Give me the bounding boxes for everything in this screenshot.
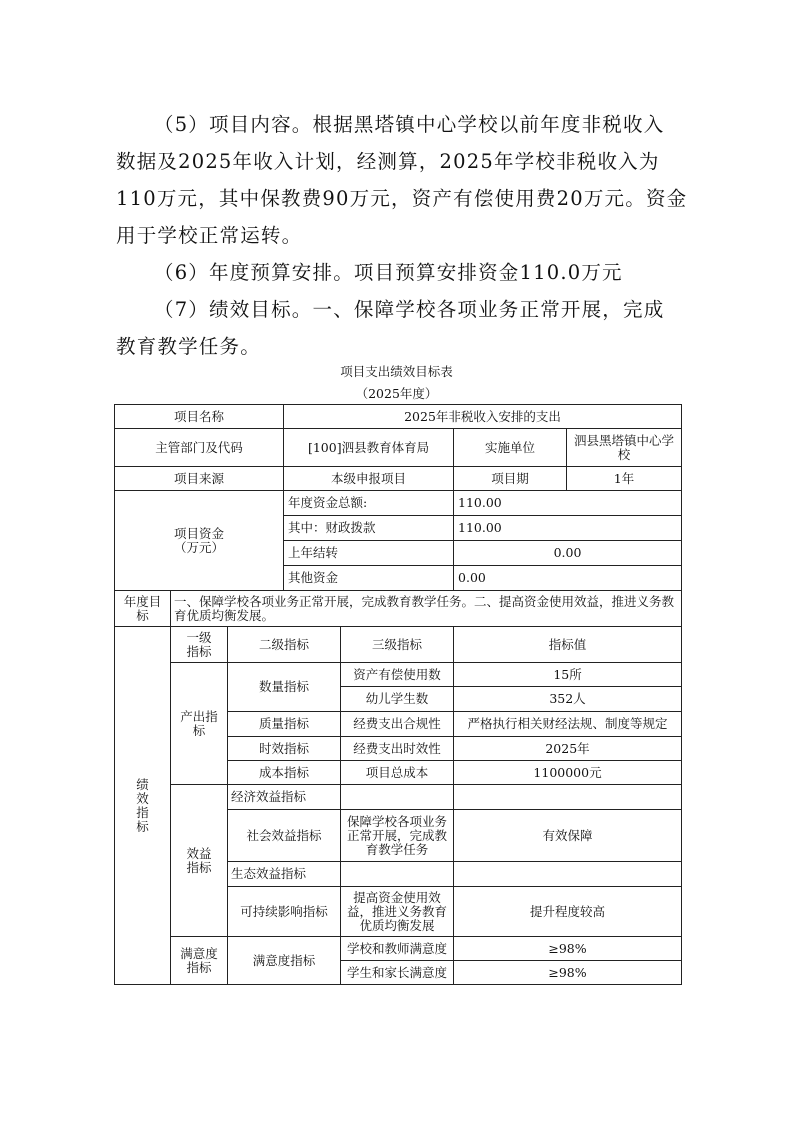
paragraph-5-line-2: 数据及2025年收入计划，经测算，2025年学校非税收入为	[116, 150, 660, 173]
period-label: 项目期	[454, 467, 567, 491]
paragraph-5-line-1: （5）项目内容。根据黑塔镇中心学校以前年度非税收入	[154, 113, 665, 136]
impl-unit-value: 泗县黑塔镇中心学校	[567, 429, 682, 467]
quantity-1-name: 资产有偿使用数	[341, 663, 454, 687]
satisfaction-2-name: 学生和家长满意度	[341, 961, 454, 985]
social-benefit-label: 社会效益指标	[228, 810, 341, 862]
sustainability-label: 可持续影响指标	[228, 887, 341, 937]
economic-benefit-name	[341, 785, 454, 810]
header-value: 指标值	[454, 627, 682, 663]
timeliness-name: 经费支出时效性	[341, 737, 454, 761]
sustainability-value: 提升程度较高	[454, 887, 682, 937]
table-row	[115, 591, 682, 627]
header-level-2: 二级指标	[228, 627, 341, 663]
performance-target-table	[114, 404, 682, 985]
fund-other-label: 其他资金	[284, 566, 454, 591]
quality-value: 严格执行相关财经法规、制度等规定	[454, 712, 682, 737]
sustainability-name: 提高资金使用效益，推进义务教育优质均衡发展	[341, 887, 454, 937]
paragraph-6: （6）年度预算安排。项目预算安排资金110.0万元	[154, 261, 623, 284]
project-name-value: 2025年非税收入安排的支出	[284, 405, 682, 429]
quantity-2-name: 幼儿学生数	[341, 687, 454, 712]
fund-carry-label: 上年结转	[284, 541, 454, 566]
table-year: （2025年度）	[355, 386, 438, 401]
table-row	[115, 467, 682, 491]
quantity-2-value: 352人	[454, 687, 682, 712]
paragraph-7-line-1: （7）绩效目标。一、保障学校各项业务正常开展，完成	[154, 298, 665, 321]
satisfaction-2-value: ≥98%	[454, 961, 682, 985]
satisfaction-1-name: 学校和教师满意度	[341, 937, 454, 961]
project-name-label: 项目名称	[115, 405, 284, 429]
output-indicator-label: 产出指标	[171, 663, 228, 785]
fund-fiscal-value: 110.00	[454, 516, 682, 541]
fund-total-value: 110.00	[454, 491, 682, 516]
timeliness-value: 2025年	[454, 737, 682, 761]
eco-benefit-label: 生态效益指标	[228, 862, 341, 887]
source-value: 本级申报项目	[284, 467, 454, 491]
economic-benefit-value	[454, 785, 682, 810]
economic-benefit-label: 经济效益指标	[228, 785, 341, 810]
table-row	[115, 663, 682, 687]
cost-indicator-label: 成本指标	[228, 761, 341, 785]
fund-label-line-1: 项目资金	[174, 525, 225, 541]
paragraph-5-line-3: 110万元，其中保教费90万元，资产有偿使用费20万元。资金	[116, 187, 688, 210]
social-benefit-value: 有效保障	[454, 810, 682, 862]
dept-label: 主管部门及代码	[115, 429, 284, 467]
table-row	[115, 405, 682, 429]
satisfaction-1-value: ≥98%	[454, 937, 682, 961]
header-level-3: 三级指标	[341, 627, 454, 663]
quality-name: 经费支出合规性	[341, 712, 454, 737]
table-row	[115, 627, 682, 663]
eco-benefit-name	[341, 862, 454, 887]
table-row	[115, 491, 682, 516]
fund-carry-value: 0.00	[454, 541, 682, 566]
satisfaction-level-1-label: 满意度指标	[171, 937, 228, 985]
fund-other-value: 0.00	[454, 566, 682, 591]
cost-value: 1100000元	[454, 761, 682, 785]
period-value: 1年	[567, 467, 682, 491]
table-row	[115, 937, 682, 961]
impl-unit-label: 实施单位	[454, 429, 567, 467]
table-row	[115, 429, 682, 467]
satisfaction-level-2-label: 满意度指标	[228, 937, 341, 985]
table-row	[115, 785, 682, 810]
fund-label	[115, 491, 284, 591]
fund-total-label: 年度资金总额:	[284, 491, 454, 516]
fund-label-line-2: （万元）	[174, 539, 225, 555]
paragraph-5-line-4: 用于学校正常运转。	[116, 224, 303, 247]
social-benefit-name: 保障学校各项业务正常开展，完成教育教学任务	[341, 810, 454, 862]
quantity-indicator-label: 数量指标	[228, 663, 341, 712]
benefit-indicator-label: 效益指标	[171, 785, 228, 937]
goal-text: 一、保障学校各项业务正常开展，完成教育教学任务。二、提高资金使用效益，推进义务教育优质均衡发展。	[171, 591, 682, 627]
fund-fiscal-label: 其中：财政拨款	[284, 516, 454, 541]
paragraph-7-line-2: 教育教学任务。	[116, 335, 261, 358]
quality-indicator-label: 质量指标	[228, 712, 341, 737]
dept-value: [100]泗县教育体育局	[284, 429, 454, 467]
quantity-1-value: 15所	[454, 663, 682, 687]
source-label: 项目来源	[115, 467, 284, 491]
header-level-1: 一级指标	[171, 627, 228, 663]
eco-benefit-value	[454, 862, 682, 887]
goal-label: 年度目标	[115, 591, 171, 627]
table-title: 项目支出绩效目标表	[340, 364, 453, 379]
cost-name: 项目总成本	[341, 761, 454, 785]
timeliness-indicator-label: 时效指标	[228, 737, 341, 761]
perf-indicator-label: 绩效指标	[115, 627, 171, 985]
